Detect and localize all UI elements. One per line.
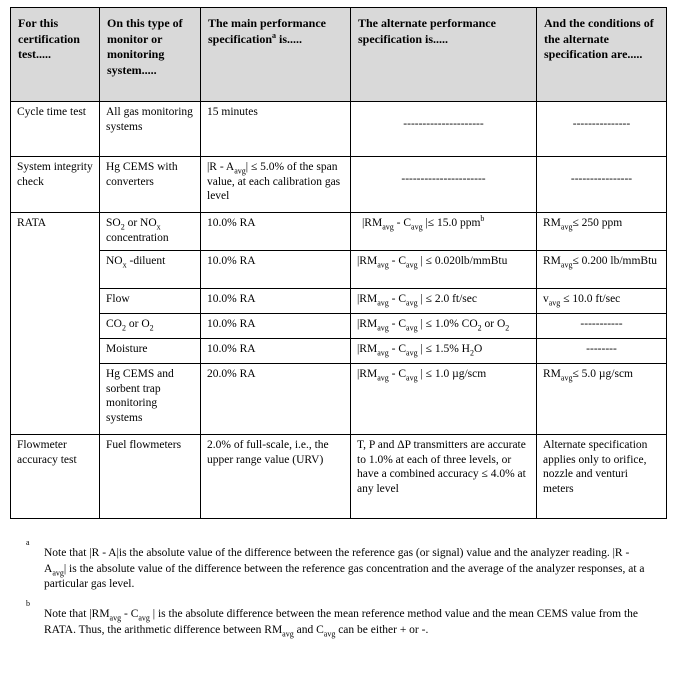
table-row-rata-nox [11,251,667,289]
header-alt-conditions: And the conditions of the alternate specification are..... [537,8,667,102]
text-run: - C [388,368,407,380]
cell-test-sysint: System integrity check [11,157,100,213]
subscript: x [156,222,161,232]
table-row-rata-so2 [11,213,667,251]
text-run: RM [543,217,561,229]
subscript: avg [109,613,122,623]
table-header-row [11,8,667,102]
text-run: | ≤ 0.020lb/mmBtu [417,255,508,267]
text-run: |RM [357,368,378,380]
dash-placeholder: ---------------- [570,173,633,185]
text-run: and C [293,623,324,636]
text-run: or O [125,318,150,330]
text-run: |RM [362,217,383,229]
header-monitor: On this type of monitor or monitoring system..... [100,8,201,102]
text-run: SO [106,217,121,229]
cell-monitor-hg: Hg CEMS and sorbent trap monitoring systems [100,364,201,435]
table-row-rata-co2 [11,314,667,339]
header-main-spec-suffix: is..... [276,31,303,46]
cell-cond-flowmeter: Alternate specification applies only to orifice, nozzle and venturi meters [537,435,667,519]
subscript: avg [411,222,423,232]
table-row-rata-moisture [11,339,667,364]
text-run: ≤ 5.0 µg/scm [572,368,634,380]
subscript: 2 [121,323,126,333]
text-run: | ≤ 5.0% of the span value, at each calibration gas level [207,161,341,203]
text-run: - C [388,318,407,330]
text-run: Note that |R - A|is the absolute value of the difference between the reference gas (or signal) value and the analyzer reading. |R - A [44,547,630,575]
text-run: or NO [124,217,157,229]
subscript: 2 [149,323,154,333]
cell-main-co2: 10.0% RA [201,314,351,339]
text-run: or O [481,318,506,330]
text-run: |≤ 15.0 ppm [422,217,481,229]
text-run: O [473,343,483,355]
subscript: avg [282,628,294,638]
text-run: | is the absolute value of the difference between the reference gas concentration and the average of the analyzer responses, at a particular gas level. [44,562,645,591]
text-run: |RM [357,343,378,355]
subscript: avg [377,348,389,358]
table-row-cycle-time [11,102,667,157]
subscript: 2 [120,222,125,232]
cell-test-flowmeter: Flowmeter accuracy test [11,435,100,519]
performance-spec-table [10,7,667,519]
cell-test-cycle: Cycle time test [11,102,100,157]
text-run: v [543,293,549,305]
text-run: |RM [357,318,378,330]
dash-placeholder: ---------------------- [401,173,486,185]
subscript: x [122,260,127,270]
header-test: For this certification test..... [11,8,100,102]
cell-alt-moisture [351,339,537,364]
table-row-rata-flow [11,289,667,314]
footnote-b: b Note that $|RM_{avg} - C_{avg}$ | is the absolute difference between the mean reference method value and the mean CEMS value from the RATA. Thus, the arithmetic difference between $RM_{avg}$ and $C_{avg}$ can be either + or -. [30,607,650,638]
cell-main-sysint [201,157,351,213]
cell-monitor-sysint: Hg CEMS with converters [100,157,201,213]
subscript: avg [406,260,418,270]
cell-cond-nox [537,251,667,289]
footnote-mark: b [480,214,485,224]
text-run: | ≤ 1.0 µg/scm [417,368,487,380]
text-run: RM [543,368,561,380]
header-main-spec [201,8,351,102]
header-alt-spec: The alternate performance specification is..... [351,8,537,102]
cell-cond-flow [537,289,667,314]
dash-placeholder: ----------- [580,318,623,330]
subscript: avg [138,613,150,623]
header-main-spec-text: The main performance specification [208,16,326,46]
subscript: 2 [505,323,510,333]
text-run: can be either + or -. [335,623,429,636]
subscript: avg [377,298,389,308]
subscript: avg [377,373,389,383]
cell-monitor-nox [100,251,201,289]
subscript: avg [52,567,64,577]
text-run: - C [393,217,412,229]
text-run: | ≤ 1.5% H [417,343,470,355]
subscript: avg [377,323,389,333]
cell-monitor-cycle: All gas monitoring systems [100,102,201,157]
text-run: CO [106,318,122,330]
footnote-a: a Note that |R - A|is the absolute value of the difference between the reference gas (or signal) value and the analyzer reading. $|R - A_{avg}|$ is the absolute value of the difference between the reference gas concentration and the average of the analyzer responses, at a particular gas level. [30,546,650,593]
table-row-rata-hg [11,364,667,435]
cell-alt-cycle [351,102,537,157]
footnote-a-text [30,546,650,593]
subscript: avg [406,348,418,358]
cell-alt-so2 [351,213,537,251]
cell-alt-hg [351,364,537,435]
text-run: | is the absolute difference between the mean reference method value and the mean CEMS value from the RATA. Thus, the arithmetic difference between RM [44,608,639,636]
cell-main-flow: 10.0% RA [201,289,351,314]
cell-monitor-flow: Flow [100,289,201,314]
text-run: - C [388,293,407,305]
dash-placeholder: --------------------- [403,118,484,130]
text-run: -diluent [126,255,166,267]
cell-monitor-co2 [100,314,201,339]
cell-main-hg: 20.0% RA [201,364,351,435]
text-run: |RM [357,255,378,267]
cell-cond-cycle [537,102,667,157]
text-run: concentration [106,231,169,244]
text-run: ≤ 250 ppm [572,217,623,229]
subscript: avg [548,298,561,308]
cell-main-moisture: 10.0% RA [201,339,351,364]
text-run: Note that |RM [44,608,110,620]
subscript: avg [560,373,573,383]
cell-alt-co2 [351,314,537,339]
header-footnote-mark: a [272,30,276,40]
text-run: |RM [357,293,378,305]
cell-main-cycle: 15 minutes [201,102,351,157]
text-run: - C [388,343,407,355]
dash-placeholder: -------- [586,343,617,355]
table-row-flowmeter [11,435,667,519]
cell-alt-flowmeter: T, P and ΔP transmitters are accurate to 1.0% at each of three levels, or have a combined accuracy ≤ 4.0% at any level [351,435,537,519]
subscript: 2 [469,348,474,358]
subscript: avg [406,323,418,333]
subscript: 2 [477,323,482,333]
cell-main-so2: 10.0% RA [201,213,351,251]
cell-cond-co2 [537,314,667,339]
cell-cond-hg [537,364,667,435]
subscript: avg [406,298,418,308]
subscript: avg [560,260,573,270]
cell-test-rata: RATA [11,213,100,435]
subscript: avg [377,260,389,270]
text-run: |R - A [207,161,235,173]
cell-main-flowmeter: 2.0% of full-scale, i.e., the upper range value (URV) [201,435,351,519]
cell-cond-moisture [537,339,667,364]
cell-cond-so2 [537,213,667,251]
text-run: NO [106,255,123,267]
subscript: avg [560,222,573,232]
cell-monitor-flowmeter: Fuel flowmeters [100,435,201,519]
cell-alt-flow [351,289,537,314]
subscript: avg [234,166,246,176]
text-run: ≤ 10.0 ft/sec [560,293,621,305]
subscript: avg [323,628,336,638]
cell-cond-sysint [537,157,667,213]
text-run: - C [388,255,407,267]
text-run: - C [121,608,139,620]
cell-main-nox: 10.0% RA [201,251,351,289]
footnote-b-text [30,607,650,638]
cell-alt-nox [351,251,537,289]
text-run: | ≤ 2.0 ft/sec [417,293,477,305]
text-run: RM [543,255,561,267]
cell-monitor-moisture: Moisture [100,339,201,364]
subscript: avg [406,373,418,383]
cell-alt-sysint [351,157,537,213]
text-run: | ≤ 1.0% CO [417,318,478,330]
subscript: avg [382,222,394,232]
cell-monitor-so2 [100,213,201,251]
table-row-system-integrity [11,157,667,213]
dash-placeholder: --------------- [572,118,631,130]
text-run: ≤ 0.200 lb/mmBtu [572,255,658,267]
